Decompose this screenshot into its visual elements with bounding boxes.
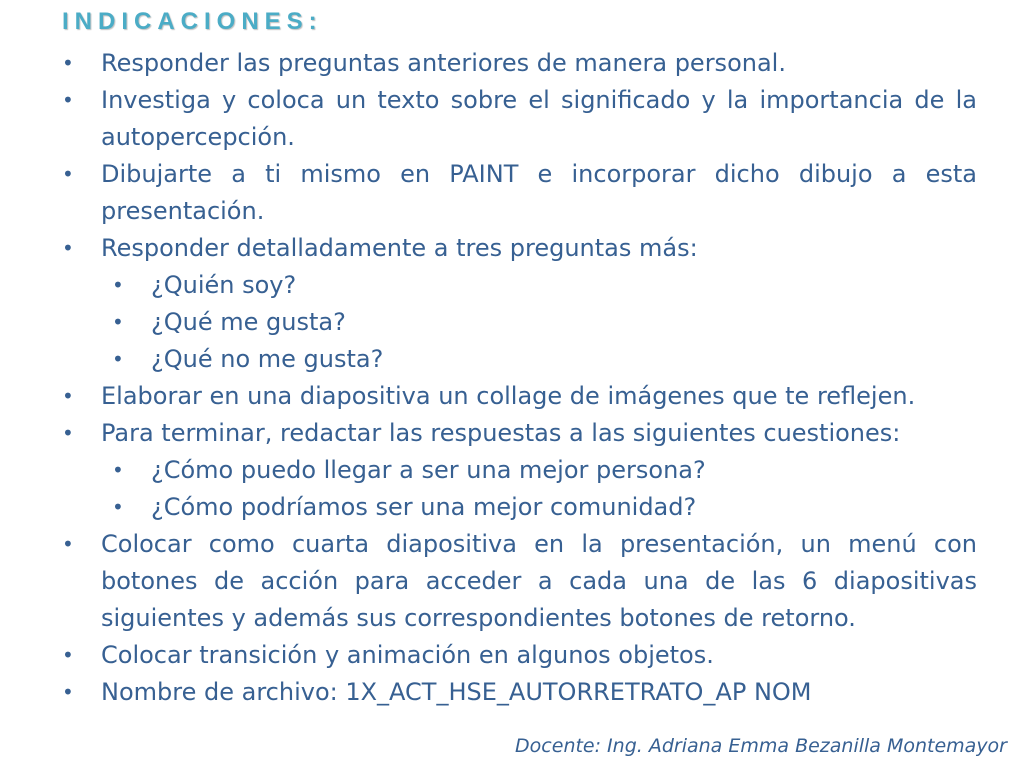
list-item [0,378,1024,415]
list-item-text: Responder detalladamente a tres preguntas más: [101,234,698,262]
list-item-text: ¿Cómo podríamos ser una mejor comunidad? [151,493,697,521]
bullet-icon: • [62,680,74,704]
list-item-text: Elaborar en una diapositiva un collage de imágenes que te reflejen. [101,382,916,410]
instructions-list [0,45,1024,711]
list-item-text: Colocar como cuarta diapositiva en la presentación, un menú con botones de acción para acceder a cada una de las 6 diapositivas siguientes y además sus correspondientes botones de retorno. [101,530,977,632]
bullet-icon: • [112,310,124,334]
sub-list-item [0,489,1024,526]
bullet-icon: • [62,532,74,556]
bullet-icon: • [62,162,74,186]
list-item-text: Nombre de archivo: 1X_ACT_HSE_AUTORRETRATO_AP NOM [101,678,812,706]
list-item-text: Dibujarte a ti mismo en PAINT e incorporar dicho dibujo a esta presentación. [101,160,977,225]
list-item-text: Colocar transición y animación en algunos objetos. [101,641,714,669]
list-item-text: ¿Qué me gusta? [151,308,346,336]
teacher-credit: Docente: Ing. Adriana Emma Bezanilla Montemayor [515,735,1007,757]
list-item-text: Investiga y coloca un texto sobre el significado y la importancia de la autopercepción. [101,86,977,151]
bullet-icon: • [112,347,124,371]
bullet-icon: • [112,458,124,482]
sub-list-item [0,304,1024,341]
bullet-icon: • [62,88,74,112]
bullet-icon: • [62,51,74,75]
list-item [0,415,1024,452]
list-item [0,230,1024,267]
list-item-text: ¿Cómo puedo llegar a ser una mejor persona? [151,456,706,484]
sub-list-item [0,452,1024,489]
list-item [0,82,1024,156]
list-item-text: Responder las preguntas anteriores de manera personal. [101,49,786,77]
bullet-icon: • [62,384,74,408]
list-item-text: ¿Qué no me gusta? [151,345,384,373]
list-item-text: ¿Quién soy? [151,271,297,299]
bullet-icon: • [112,495,124,519]
bullet-icon: • [62,421,74,445]
list-item [0,45,1024,82]
list-item [0,526,1024,637]
bullet-icon: • [112,273,124,297]
list-item [0,156,1024,230]
list-item [0,637,1024,674]
list-item-text: Para terminar, redactar las respuestas a las siguientes cuestiones: [101,419,901,447]
bullet-icon: • [62,643,74,667]
slide-heading: INDICACIONES: [62,8,323,35]
sub-list-item [0,341,1024,378]
bullet-icon: • [62,236,74,260]
list-item [0,674,1024,711]
sub-list-item [0,267,1024,304]
